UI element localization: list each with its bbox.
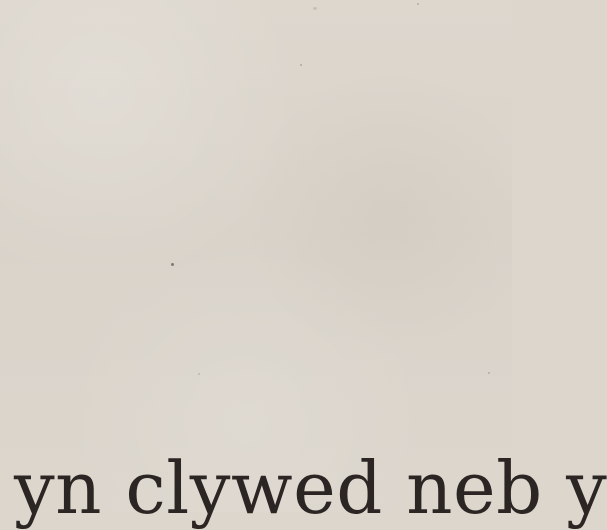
document-text-line: yn clywed neb y [14, 446, 607, 530]
paper-speck [417, 3, 419, 5]
paper-speck [488, 372, 490, 374]
paper-speck [171, 263, 174, 266]
paper-speck [300, 64, 302, 66]
paper-speck [313, 7, 317, 10]
paper-speck [198, 373, 200, 375]
